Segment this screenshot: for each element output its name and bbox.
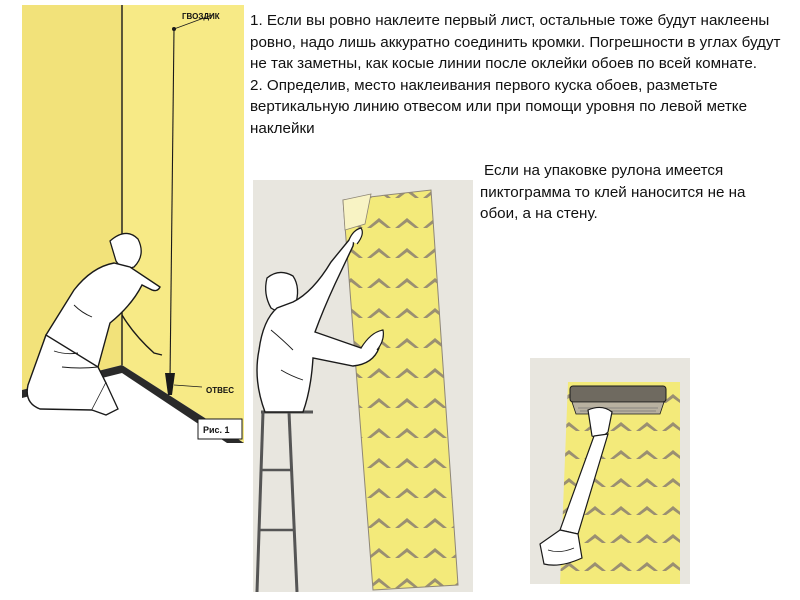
figure-hanging-wallpaper <box>253 180 473 592</box>
instruction-step-1: 1. Если вы ровно наклеите первый лист, остальные тоже будут наклеены ровно, надо лишь аккуратно соединить кромки. Погрешности в углах будут не так заметны, как косые линии после оклейки обоев по всей комнате. <box>250 12 781 73</box>
figure-plumb-line-drawing <box>22 5 244 443</box>
figure-hanging-wallpaper-drawing <box>253 180 473 592</box>
figure-plumb-line <box>22 5 244 443</box>
figure-caption: Рис. 1 <box>203 425 230 435</box>
figure-applying-glue-drawing <box>530 358 690 584</box>
instruction-step-2: 2. Определив, место наклеивания первого куска обоев, разметьте вертикальную линию отвесом или при помощи уровня по левой метке наклейки <box>250 76 748 137</box>
glue-brush-icon <box>570 386 666 414</box>
label-nail: ГВОЗДИК <box>182 12 220 21</box>
instructions-block <box>250 10 795 140</box>
figure-applying-glue <box>530 358 690 584</box>
glue-note-text: Если на упаковке рулона имеется пиктограмма то клей наносится не на обои, а на стену. <box>480 162 746 223</box>
label-plumb: ОТВЕС <box>206 386 234 395</box>
glue-note <box>480 160 780 225</box>
